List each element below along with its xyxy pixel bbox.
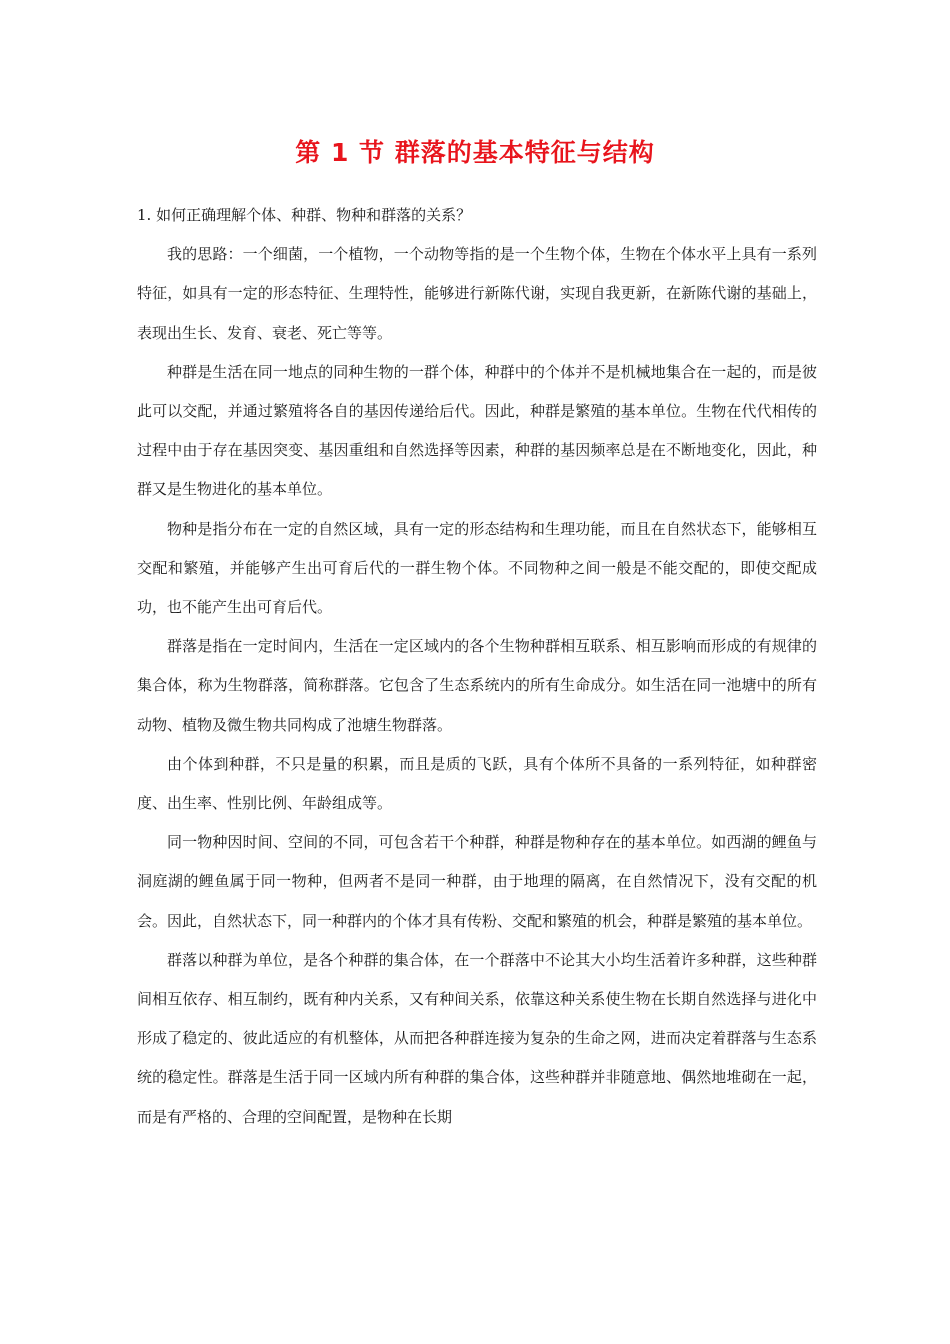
- paragraph-species: 物种是指分布在一定的自然区域，具有一定的形态结构和生理功能，而且在自然状态下，能够相互交配和繁殖，并能够产生出可育后代的一群生物个体。不同物种之间一般是不能交配的，即使交配成功，也不能产生出可育后代。: [137, 519, 817, 617]
- paragraph-community: 群落是指在一定时间内，生活在一定区域内的各个生物种群相互联系、相互影响而形成的有规律的集合体，称为生物群落，简称群落。它包含了生态系统内的所有生命成分。如生活在同一池塘中的所有动物、植物及微生物共同构成了池塘生物群落。: [137, 637, 817, 734]
- paragraph-species-and-population: 同一物种因时间、空间的不同，可包含若干个种群，种群是物种存在的基本单位。如西湖的鲤鱼与洞庭湖的鲤鱼属于同一物种，但两者不是同一种群，由于地理的隔离，在自然情况下，没有交配的机会。因此，自然状态下，同一种群内的个体才具有传粉、交配和繁殖的机会，种群是繁殖的基本单位。: [137, 833, 817, 930]
- paragraph-individual: 我的思路：一个细菌，一个植物，一个动物等指的是一个生物个体，生物在个体水平上具有一系列特征，如具有一定的形态特征、生理特性，能够进行新陈代谢，实现自我更新，在新陈代谢的基础上，表现出生长、发育、衰老、死亡等等。: [137, 245, 817, 342]
- page-title: 第 1 节 群落的基本特征与结构: [295, 138, 655, 167]
- paragraph-individual-to-population: 由个体到种群，不只是量的积累，而且是质的飞跃，具有个体所不具备的一系列特征，如种群密度、出生率、性别比例、年龄组成等。: [137, 754, 817, 813]
- question-heading: 1. 如何正确理解个体、种群、物种和群落的关系？: [137, 206, 472, 224]
- paragraph-community-structure: 群落以种群为单位，是各个种群的集合体，在一个群落中不论其大小均生活着许多种群，这些种群间相互依存、相互制约，既有种内关系，又有种间关系，依靠这种关系使生物在长期自然选择与进化中形成了稳定的、彼此适应的有机整体，从而把各种群连接为复杂的生命之网，进而决定着群落与生态系统的稳定性。群落是生活于同一区域内所有种群的集合体，这些种群并非随意地、偶然地堆砌在一起，而是有严格的、合理的空间配置，是物种在长期: [137, 950, 817, 1126]
- document-body: [137, 196, 817, 1137]
- paragraph-population: 种群是生活在同一地点的同种生物的一群个体，种群中的个体并不是机械地集合在一起的，而是彼此可以交配，并通过繁殖将各自的基因传递给后代。因此，种群是繁殖的基本单位。生物在代代相传的过程中由于存在基因突变、基因重组和自然选择等因素，种群的基因频率总是在不断地变化，因此，种群又是生物进化的基本单位。: [137, 362, 817, 499]
